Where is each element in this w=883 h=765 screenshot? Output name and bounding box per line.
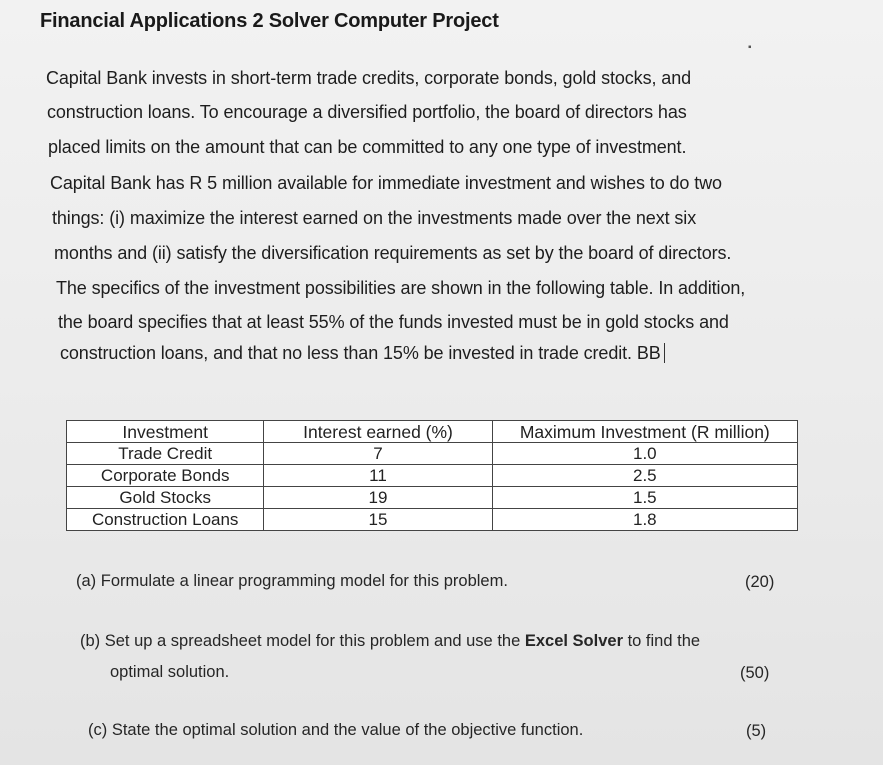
- table-header-interest: Interest earned (%): [264, 421, 492, 443]
- investment-table: [66, 420, 798, 531]
- question-b-line-2: optimal solution.: [110, 663, 230, 681]
- paragraph-line-6: months and (ii) satisfy the diversification requirements as set by the board of directors.: [54, 243, 732, 263]
- question-b-text-1: (b) Set up a spreadsheet model for this problem and use the: [80, 632, 525, 650]
- table-cell: 1.8: [492, 509, 797, 531]
- table-row: [67, 509, 798, 531]
- text-cursor: [664, 343, 665, 363]
- table-cell: Construction Loans: [67, 509, 264, 531]
- table-cell: Trade Credit: [67, 443, 264, 465]
- table-cell: 19: [264, 487, 492, 509]
- question-b-excel-solver: Excel Solver: [524, 632, 623, 650]
- question-c-marks: (5): [746, 722, 767, 740]
- table-cell: 15: [264, 509, 492, 531]
- paragraph-line-8: the board specifies that at least 55% of the funds invested must be in gold stocks and: [58, 312, 729, 332]
- page-title: Financial Applications 2 Solver Computer Project: [40, 10, 499, 32]
- paragraph-line-2: construction loans. To encourage a diversified portfolio, the board of directors has: [47, 102, 687, 122]
- table-header-investment: Investment: [67, 421, 264, 443]
- question-b-text-2: to find the: [623, 632, 701, 650]
- paragraph-line-7: The specifics of the investment possibilities are shown in the following table. In addition,: [56, 278, 746, 298]
- question-a-marks: (20): [745, 573, 775, 591]
- table-cell: Gold Stocks: [67, 487, 264, 509]
- question-b: [80, 632, 700, 651]
- paragraph-line-1: Capital Bank invests in short-term trade credits, corporate bonds, gold stocks, and: [46, 68, 692, 88]
- paragraph-line-4: Capital Bank has R 5 million available for immediate investment and wishes to do two: [50, 173, 722, 193]
- table-cell: Corporate Bonds: [67, 465, 264, 487]
- paragraph-line-5: things: (i) maximize the interest earned on the investments made over the next six: [52, 208, 697, 228]
- table-header-max-investment: Maximum Investment (R million): [492, 421, 797, 443]
- table-cell: 2.5: [492, 465, 797, 487]
- stray-mark: ▪: [748, 42, 752, 53]
- table-cell: 11: [264, 465, 492, 487]
- table-header-row: [67, 421, 798, 443]
- table-row: [67, 487, 798, 509]
- question-c: (c) State the optimal solution and the value of the objective function.: [88, 721, 584, 739]
- paragraph-line-3: placed limits on the amount that can be committed to any one type of investment.: [48, 137, 687, 157]
- table-cell: 1.0: [492, 443, 797, 465]
- table-cell: 1.5: [492, 487, 797, 509]
- question-b-marks: (50): [740, 664, 770, 682]
- table-cell: 7: [264, 443, 492, 465]
- paragraph-line-9[interactable]: [60, 343, 665, 364]
- paragraph-line-9-text: construction loans, and that no less than 15% be invested in trade credit. BB: [60, 343, 661, 363]
- table-row: [67, 465, 798, 487]
- question-a: (a) Formulate a linear programming model for this problem.: [76, 572, 508, 590]
- table-row: [67, 443, 798, 465]
